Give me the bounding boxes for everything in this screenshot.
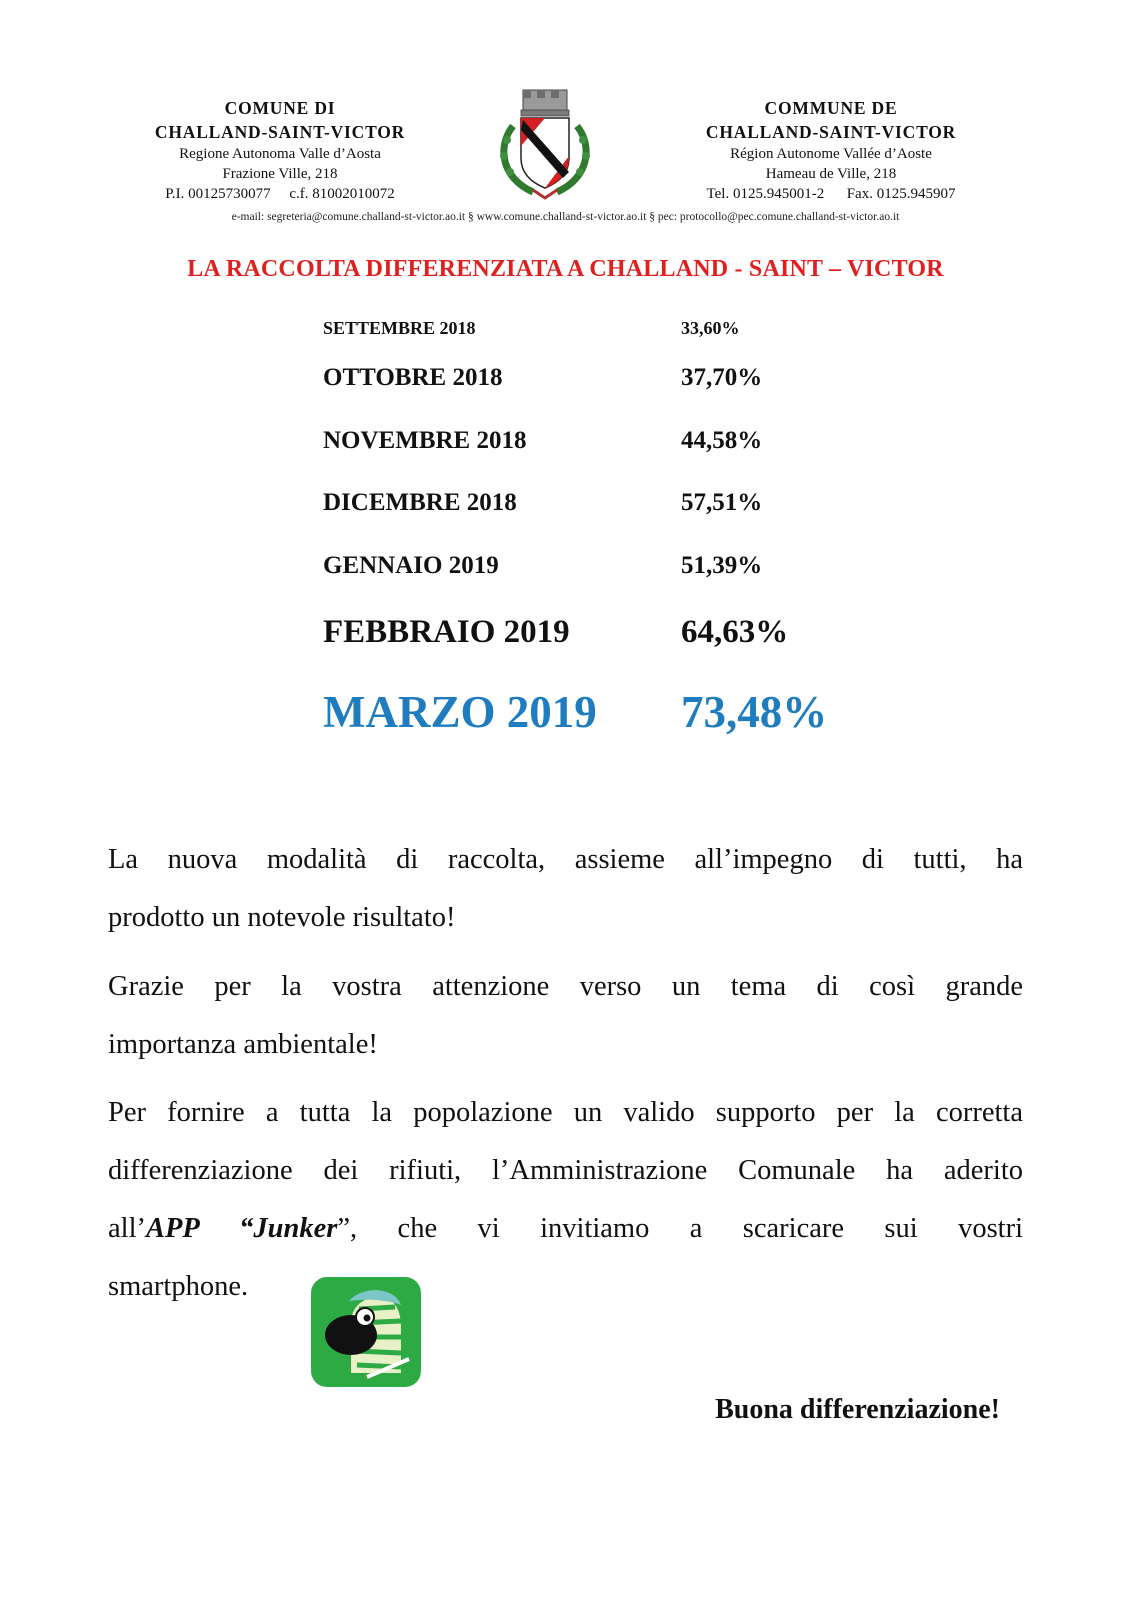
result-value: 51,39% [681,552,763,579]
paragraph-thanks [108,958,1023,1074]
municipality-title-it: COMUNE DI [224,98,336,118]
partita-iva: P.I. 00125730077 [165,186,271,202]
municipality-title-fr: COMMUNE DE [764,98,898,118]
page-title: LA RACCOLTA DIFFERENZIATA A CHALLAND - SAINT – VICTOR [187,256,944,282]
result-month: NOVEMBRE 2018 [323,427,527,454]
junker-app-icon [311,1277,421,1387]
header-right [666,96,996,204]
text-line: differenziazione dei rifiuti, l’Amministrazione Comunale ha aderito [108,1155,1023,1186]
closing-text: Buona differenziazione! [715,1394,1000,1425]
result-value: 57,51% [681,489,763,516]
text-line [108,1200,1023,1258]
text-line: Per fornire a tutta la popolazione un valido supporto per la corretta [108,1097,1023,1128]
municipality-name-it: CHALLAND-SAINT-VICTOR [154,122,406,142]
codice-fiscale: c.f. 81002010072 [289,186,395,202]
fax: Fax. 0125.945907 [846,186,956,202]
result-month: GENNAIO 2019 [323,552,499,579]
result-month: MARZO 2019 [323,687,597,737]
phone-fax [666,184,996,204]
result-value: 64,63% [681,614,789,650]
result-value: 37,70% [681,364,763,391]
text-line: smartphone. [108,1271,249,1302]
result-value: 44,58% [681,427,763,454]
paragraph-result [108,831,1023,947]
text-fragment: all’ [108,1213,146,1244]
text-line: La nuova modalità di raccolta, assieme all’impegno di tutti, ha [108,844,1023,875]
text-fragment: ”, che vi invitiamo a scaricare sui vostri [337,1213,1023,1244]
quote-open: “ [198,1213,254,1244]
result-month: OTTOBRE 2018 [323,364,503,391]
app-name: Junker [253,1213,338,1244]
text-line: Grazie per la vostra attenzione verso un tema di così grande [108,971,1023,1002]
result-month: SETTEMBRE 2018 [323,318,476,338]
app-label: APP [145,1213,199,1244]
address-it: Frazione Ville, 218 [222,166,338,182]
tax-ids [115,184,445,204]
text-line: prodotto un notevole risultato! [108,902,456,933]
result-value: 73,48% [681,687,828,737]
header-left [115,96,445,204]
result-value: 33,60% [681,318,740,338]
address-fr: Hameau de Ville, 218 [765,166,897,182]
text-line: importanza ambientale! [108,1029,378,1060]
result-month: DICEMBRE 2018 [323,489,517,516]
contact-line: e-mail: segreteria@comune.challand-st-victor.ao.it § www.comune.challand-st-victor.ao.it § pec: protocollo@pec.comune.challand-st-victor.ao.it [231,211,900,223]
telephone: Tel. 0125.945001-2 [706,186,825,202]
paragraph-app [108,1084,1023,1316]
municipality-name-fr: CHALLAND-SAINT-VICTOR [705,122,957,142]
result-month: FEBBRAIO 2019 [323,614,570,650]
municipal-crest-icon [493,86,597,204]
region-it: Regione Autonoma Valle d’Aosta [179,146,381,162]
region-fr: Région Autonome Vallée d’Aoste [730,146,932,162]
